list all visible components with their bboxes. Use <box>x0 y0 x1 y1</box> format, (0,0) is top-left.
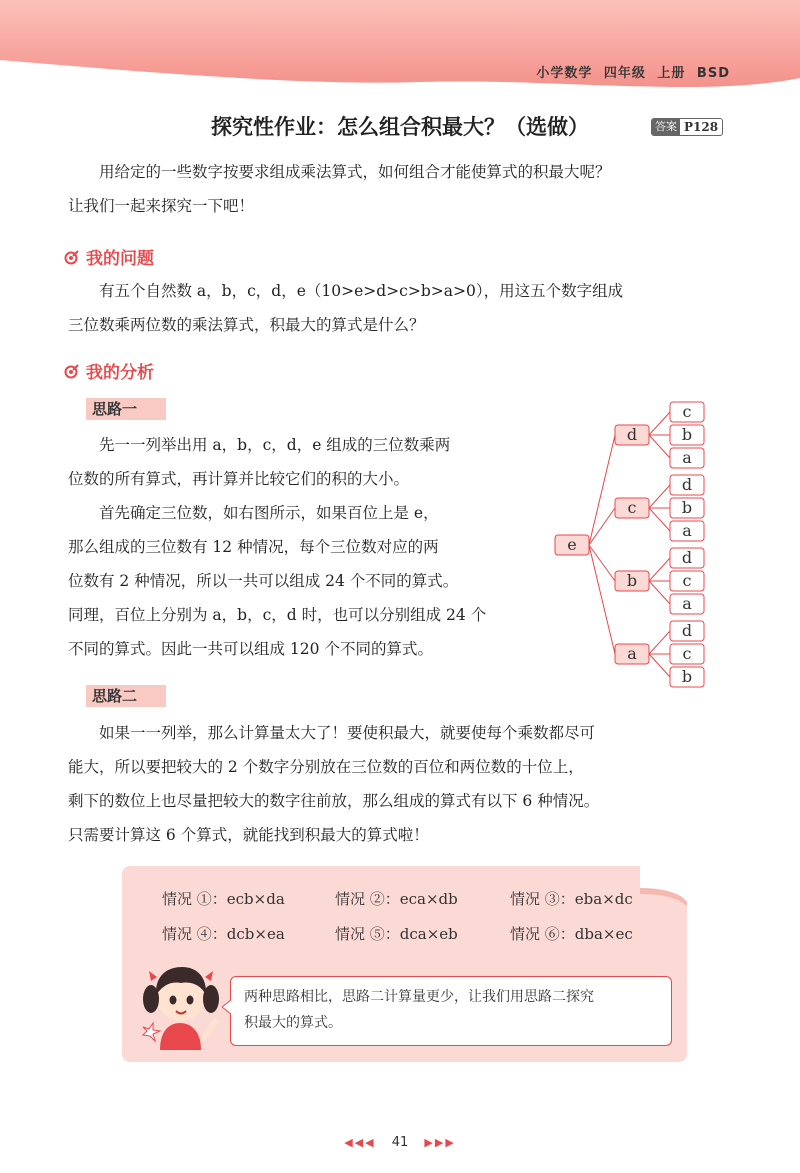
tree-leaf-label: a <box>682 594 692 613</box>
answer-reference <box>651 118 723 136</box>
tree-leaf-label: b <box>681 498 693 517</box>
pencil-target-icon <box>64 363 80 379</box>
idea1-line: 位数的所有算式，再计算并比较它们的积的大小。 <box>68 470 410 488</box>
tree-leaf-label: d <box>681 621 693 640</box>
tree-leaf-label: d <box>681 475 693 494</box>
tree-edge <box>649 412 670 435</box>
problem-paragraph <box>68 274 728 342</box>
problem-heading-label: 我的问题 <box>86 249 154 269</box>
pencil-target-icon <box>64 249 80 265</box>
analysis-heading-label: 我的分析 <box>86 363 154 383</box>
idea2-label: 思路二 <box>86 685 166 707</box>
case-item: 情况 ①：ecb×da <box>162 890 285 908</box>
speech-bubble-tail <box>222 1000 232 1014</box>
bubble-line: 两种思路相比，思路二计算量更少，让我们用思路二探究 <box>244 989 594 1005</box>
tree-edge <box>649 581 670 604</box>
analysis-heading <box>64 358 154 383</box>
tree-branch-label: c <box>627 498 637 517</box>
bubble-line: 积最大的算式。 <box>244 1015 342 1031</box>
left-arrows-icon: ◀◀◀ <box>344 1136 376 1149</box>
tree-leaf-label: c <box>682 402 692 421</box>
case-item: 情况 ④：dcb×ea <box>162 925 285 943</box>
intro-line: 用给定的一些数字按要求组成乘法算式，如何组合才能使算式的积最大呢？ <box>99 163 611 181</box>
page-footer <box>0 1135 800 1150</box>
tree-edge <box>649 654 670 677</box>
tree-diagram <box>550 398 710 693</box>
tree-edge <box>649 435 670 458</box>
idea1-label: 思路一 <box>86 398 166 420</box>
idea2-line: 剩下的数位上也尽量把较大的数字往前放，那么组成的算式有以下 6 种情况。 <box>68 792 600 810</box>
tree-leaf-label: a <box>682 521 692 540</box>
tree-branch-label: d <box>626 425 638 444</box>
problem-line: 有五个自然数 a，b，c，d，e（10>e>d>c>b>a>0），用这五个数字组成 <box>99 282 624 300</box>
idea1-line: 同理，百位上分别为 a，b，c，d 时，也可以分别组成 24 个 <box>68 606 487 624</box>
tree-edge <box>649 485 670 508</box>
tree-branch-label: a <box>627 644 637 663</box>
problem-heading <box>64 244 154 269</box>
idea1-line: 不同的算式。因此一共可以组成 120 个不同的算式。 <box>68 640 433 658</box>
idea2-line: 如果一一列举，那么计算量太大了！要使积最大，就要使每个乘数都尽可 <box>99 724 596 742</box>
page-title: 探究性作业：怎么组合积最大？（选做） <box>211 115 589 139</box>
idea2-line: 只需要计算这 6 个算式，就能找到积最大的算式啦！ <box>68 826 429 844</box>
page-fold-decoration <box>640 866 688 906</box>
case-item: 情况 ⑥：dba×ec <box>510 925 633 943</box>
tree-leaf-label: c <box>682 571 692 590</box>
page-number: 41 <box>391 1135 409 1150</box>
answer-label: 答案 <box>652 119 680 135</box>
tree-leaf-label: b <box>681 425 693 444</box>
intro-line: 让我们一起来探究一下吧！ <box>68 197 255 215</box>
tree-root-label: e <box>567 535 577 554</box>
idea1-line: 首先确定三位数，如右图所示，如果百位上是 e， <box>99 504 439 522</box>
case-item: 情况 ③：eba×dc <box>510 890 633 908</box>
tree-edge <box>649 631 670 654</box>
tree-branch-label: b <box>626 571 638 590</box>
idea1-line: 先一一列举出用 a，b，c，d，e 组成的三位数乘两 <box>99 436 451 454</box>
tree-edge <box>649 558 670 581</box>
problem-line: 三位数乘两位数的乘法算式，积最大的算式是什么？ <box>68 316 425 334</box>
case-item: 情况 ⑤：dca×eb <box>335 925 458 943</box>
tree-leaf-label: a <box>682 448 692 467</box>
intro-paragraph <box>68 155 728 223</box>
girl-illustration <box>135 955 225 1060</box>
case-item: 情况 ②：eca×db <box>335 890 458 908</box>
tree-leaf-label: c <box>682 644 692 663</box>
tree-leaf-label: b <box>681 667 693 686</box>
idea1-line: 位数有 2 种情况，所以一共可以组成 24 个不同的算式。 <box>68 572 459 590</box>
book-info: 小学数学 四年级 上册 BSD <box>536 66 730 81</box>
idea1-line: 那么组成的三位数有 12 种情况，每个三位数对应的两 <box>68 538 439 556</box>
answer-page: P128 <box>684 120 719 134</box>
speech-bubble-text <box>244 984 664 1036</box>
idea1-paragraph <box>68 428 538 666</box>
idea2-line: 能大，所以要把较大的 2 个数字分别放在三位数的百位和两位数的十位上， <box>68 758 584 776</box>
tree-edge <box>649 508 670 531</box>
right-arrows-icon: ▶▶▶ <box>424 1136 456 1149</box>
tree-edge <box>589 435 615 545</box>
idea2-paragraph <box>68 716 728 852</box>
tree-edge <box>589 545 615 654</box>
tree-leaf-label: d <box>681 548 693 567</box>
